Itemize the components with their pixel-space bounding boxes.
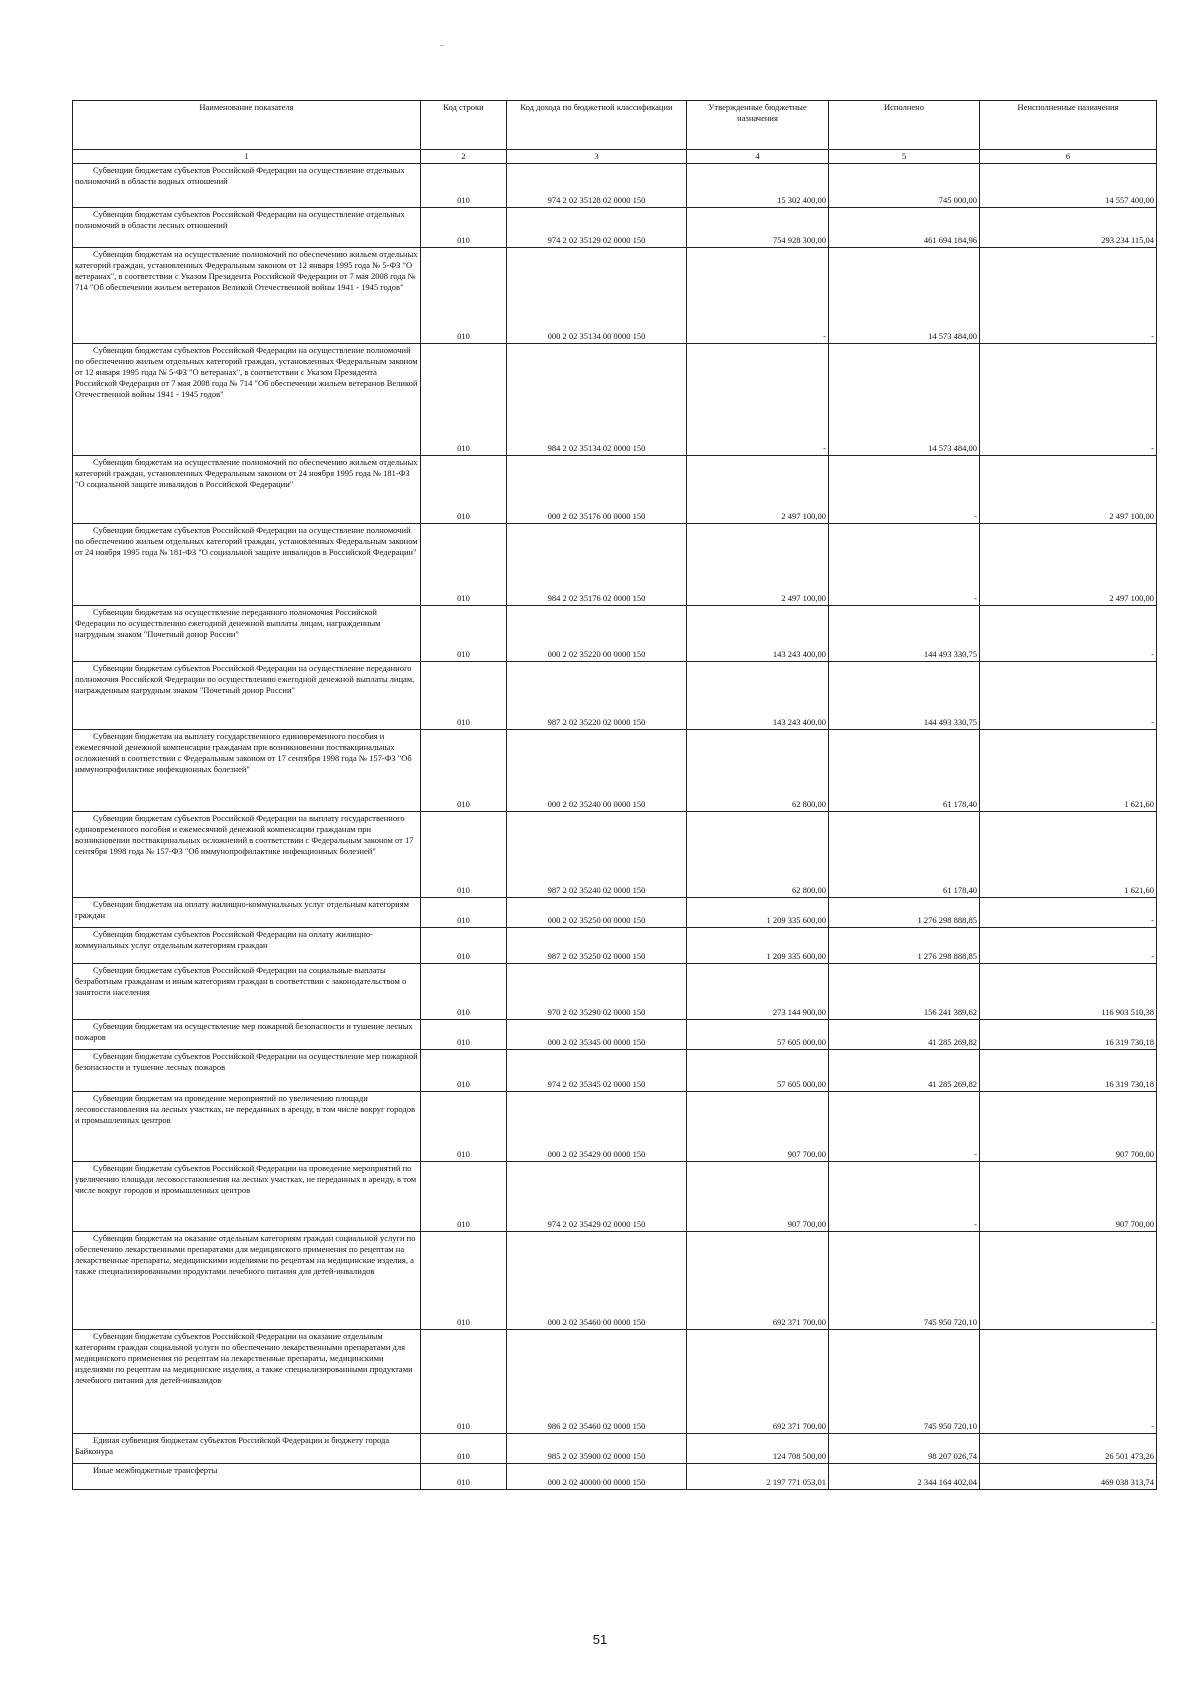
row-approved: 754 928 300,00 [687,208,829,248]
row-approved: 57 605 000,00 [687,1020,829,1050]
row-approved: - [687,248,829,344]
row-line-code: 010 [421,1020,507,1050]
row-income-code: 985 2 02 35900 02 0000 150 [507,1434,687,1464]
row-executed: - [829,524,980,606]
row-income-code: 000 2 02 35134 00 0000 150 [507,248,687,344]
row-unexecuted: 907 700,00 [980,1162,1157,1232]
row-approved: 143 243 400,00 [687,606,829,662]
row-income-code: 987 2 02 35250 02 0000 150 [507,928,687,964]
row-approved: 1 209 335 600,00 [687,928,829,964]
row-line-code: 010 [421,1464,507,1490]
row-income-code: 987 2 02 35240 02 0000 150 [507,812,687,898]
row-income-code: 987 2 02 35220 02 0000 150 [507,662,687,730]
row-unexecuted: - [980,662,1157,730]
row-executed: - [829,1162,980,1232]
row-line-code: 010 [421,812,507,898]
page-number: 51 [592,1632,608,1647]
row-line-code: 010 [421,730,507,812]
row-executed: 41 285 269,82 [829,1020,980,1050]
row-name: Субвенции бюджетам субъектов Российской Федерации на оплату жилищно-коммунальных услуг отдельным категориям граждан [73,928,421,964]
row-name: Субвенции бюджетам субъектов Российской Федерации на выплату государственного единовременного пособия и ежемесячной денежной компенсации гражданам при возникновении поствакцинальных осложнений в соответствии с Федеральным законом от 17 сентября 1998 года № 157-ФЗ "Об иммунопрофилактике инфекционных болезней" [73,812,421,898]
row-line-code: 010 [421,928,507,964]
header-row [73,101,1157,150]
row-executed: 745 000,00 [829,164,980,208]
row-line-code: 010 [421,344,507,456]
row-line-code: 010 [421,164,507,208]
row-executed: 61 178,40 [829,812,980,898]
row-line-code: 010 [421,1162,507,1232]
table-row [73,898,1157,928]
row-income-code: 000 2 02 35176 00 0000 150 [507,456,687,524]
row-income-code: 000 2 02 35460 00 0000 150 [507,1232,687,1330]
row-executed: 144 493 330,75 [829,662,980,730]
row-line-code: 010 [421,898,507,928]
row-approved: - [687,344,829,456]
row-line-code: 010 [421,456,507,524]
row-name: Субвенции бюджетам субъектов Российской Федерации на осуществление полномочий по обеспечению жильем отдельных категорий граждан, установленных Федеральным законом от 12 января 1995 года № 5-ФЗ "О ветеранах", в соответствии с Указом Президента Российской Федерации от 7 мая 2008 года № 714 "Об обеспечении жильем ветеранов Великой Отечественной войны 1941 - 1945 годов" [73,344,421,456]
row-name: Субвенции бюджетам субъектов Российской Федерации на осуществление отдельных полномочий в области водных отношений [73,164,421,208]
row-line-code: 010 [421,1434,507,1464]
table-row [73,344,1157,456]
col-number: 5 [829,150,980,164]
table-row [73,248,1157,344]
table-row [73,662,1157,730]
row-name: Субвенции бюджетам на оказание отдельным категориям граждан социальной услуги по обеспечению лекарственными препаратами для медицинского применения по рецептам на лекарственные препараты, медицинскими изделиями по рецептам на медицинские изделия, а также специализированными продуктами лечебного питания для детей-инвалидов [73,1232,421,1330]
row-approved: 2 497 100,00 [687,456,829,524]
row-unexecuted: - [980,1330,1157,1434]
row-name: Субвенции бюджетам субъектов Российской Федерации на социальные выплаты безработным гражданам и иным категориям граждан в соответствии с законодательством о занятости населения [73,964,421,1020]
table-row [73,1434,1157,1464]
row-unexecuted: - [980,928,1157,964]
row-line-code: 010 [421,606,507,662]
row-executed: 2 344 164 402,04 [829,1464,980,1490]
table-row [73,964,1157,1020]
row-income-code: 000 2 02 40000 00 0000 150 [507,1464,687,1490]
row-name: Субвенции бюджетам субъектов Российской Федерации на осуществление мер пожарной безопасности и тушение лесных пожаров [73,1050,421,1092]
row-name: Субвенции бюджетам на оплату жилищно-коммунальных услуг отдельным категориям граждан [73,898,421,928]
scan-mark: ˜ [440,44,444,55]
row-name: Субвенции бюджетам субъектов Российской Федерации на оказание отдельным категориям граждан социальной услуги по обеспечению лекарственными препаратами для медицинского применения по рецептам на лекарственные препараты, медицинскими изделиями по рецептам на медицинские изделия, а также специализированными продуктами лечебного питания для детей-инвалидов [73,1330,421,1434]
row-approved: 692 371 700,00 [687,1232,829,1330]
column-number-row [73,150,1157,164]
row-unexecuted: 1 621,60 [980,730,1157,812]
row-unexecuted: 1 621,60 [980,812,1157,898]
row-approved: 273 144 900,00 [687,964,829,1020]
row-executed: 1 276 298 888,85 [829,898,980,928]
row-line-code: 010 [421,524,507,606]
row-approved: 62 800,00 [687,730,829,812]
row-executed: 14 573 484,00 [829,344,980,456]
row-executed: 98 207 026,74 [829,1434,980,1464]
row-name: Субвенции бюджетам субъектов Российской Федерации на осуществление отдельных полномочий в области лесных отношений [73,208,421,248]
row-unexecuted: - [980,248,1157,344]
row-unexecuted: 469 038 313,74 [980,1464,1157,1490]
row-income-code: 984 2 02 35134 02 0000 150 [507,344,687,456]
row-income-code: 986 2 02 35460 02 0000 150 [507,1330,687,1434]
row-executed: 144 493 330,75 [829,606,980,662]
row-unexecuted: 116 903 510,38 [980,964,1157,1020]
table-row [73,1464,1157,1490]
row-unexecuted: - [980,898,1157,928]
row-executed: - [829,1092,980,1162]
row-approved: 907 700,00 [687,1162,829,1232]
row-name: Субвенции бюджетам субъектов Российской Федерации на осуществление полномочий по обеспечению жильем отдельных категорий граждан, установленных Федеральным законом от 24 ноября 1995 года № 181-ФЗ "О социальной защите инвалидов в Российской Федерации" [73,524,421,606]
row-income-code: 970 2 02 35290 02 0000 150 [507,964,687,1020]
header-executed: Исполнено [829,101,980,150]
row-approved: 143 243 400,00 [687,662,829,730]
row-unexecuted: - [980,344,1157,456]
row-name: Субвенции бюджетам на осуществление полномочий по обеспечению жильем отдельных категорий граждан, установленных Федеральным законом от 12 января 1995 года № 5-ФЗ "О ветеранах", в соответствии с Указом Президента Российской Федерации от 7 мая 2008 года № 714 "Об обеспечении жильем ветеранов Великой Отечественной войны 1941 - 1945 годов" [73,248,421,344]
col-number: 3 [507,150,687,164]
row-name: Субвенции бюджетам на осуществление переданного полномочия Российской Федерации по осуществлению ежегодной денежной выплаты лицам, награжденным нагрудным знаком "Почетный донор России" [73,606,421,662]
header-line-code: Код строки [421,101,507,150]
row-income-code: 000 2 02 35345 00 0000 150 [507,1020,687,1050]
row-unexecuted: 16 319 730,18 [980,1020,1157,1050]
col-number: 2 [421,150,507,164]
row-approved: 57 605 000,00 [687,1050,829,1092]
row-line-code: 010 [421,208,507,248]
table-row [73,1092,1157,1162]
row-line-code: 010 [421,964,507,1020]
row-line-code: 010 [421,1232,507,1330]
row-name: Субвенции бюджетам на осуществление полномочий по обеспечению жильем отдельных категорий граждан, установленных Федеральным законом от 24 ноября 1995 года № 181-ФЗ "О социальной защите инвалидов в Российской Федерации" [73,456,421,524]
budget-table [72,100,1157,1490]
row-income-code: 984 2 02 35176 02 0000 150 [507,524,687,606]
row-income-code: 974 2 02 35345 02 0000 150 [507,1050,687,1092]
table-row [73,456,1157,524]
row-name: Иные межбюджетные трансферты [73,1464,421,1490]
row-executed: 745 950 720,10 [829,1232,980,1330]
header-income-code: Код дохода по бюджетной классификации [507,101,687,150]
table-row [73,1232,1157,1330]
table-row [73,928,1157,964]
row-unexecuted: - [980,1232,1157,1330]
row-line-code: 010 [421,1092,507,1162]
row-income-code: 000 2 02 35220 00 0000 150 [507,606,687,662]
row-income-code: 000 2 02 35429 00 0000 150 [507,1092,687,1162]
row-unexecuted: 2 497 100,00 [980,524,1157,606]
row-executed: 1 276 298 888,85 [829,928,980,964]
row-name: Субвенции бюджетам на выплату государственного единовременного пособия и ежемесячной денежной компенсации гражданам при возникновении поствакцинальных осложнений в соответствии с Федеральным законом от 17 сентября 1998 года № 157-ФЗ "Об иммунопрофилактике инфекционных болезней" [73,730,421,812]
row-name: Субвенции бюджетам субъектов Российской Федерации на проведение мероприятий по увеличению площади лесовосстановления на лесных участках, не переданных в аренду, в том числе вокруг городов и промышленных центров [73,1162,421,1232]
row-executed: 14 573 484,00 [829,248,980,344]
header-name: Наименование показателя [73,101,421,150]
table-row [73,164,1157,208]
row-unexecuted: - [980,606,1157,662]
row-approved: 1 209 335 600,00 [687,898,829,928]
row-executed: 461 694 184,96 [829,208,980,248]
row-unexecuted: 26 501 473,26 [980,1434,1157,1464]
row-unexecuted: 907 700,00 [980,1092,1157,1162]
row-line-code: 010 [421,662,507,730]
row-executed: - [829,456,980,524]
row-line-code: 010 [421,1050,507,1092]
row-executed: 745 950 720,10 [829,1330,980,1434]
row-unexecuted: 14 557 400,00 [980,164,1157,208]
table-row [73,1050,1157,1092]
col-number: 1 [73,150,421,164]
row-line-code: 010 [421,1330,507,1434]
row-approved: 15 302 400,00 [687,164,829,208]
table-row [73,1162,1157,1232]
row-approved: 62 800,00 [687,812,829,898]
row-executed: 61 178,40 [829,730,980,812]
row-approved: 2 497 100,00 [687,524,829,606]
table-row [73,730,1157,812]
row-income-code: 974 2 02 35128 02 0000 150 [507,164,687,208]
table-row [73,208,1157,248]
row-income-code: 974 2 02 35429 02 0000 150 [507,1162,687,1232]
table-row [73,524,1157,606]
header-unexecuted: Неисполненные назначения [980,101,1157,150]
row-approved: 124 708 500,00 [687,1434,829,1464]
table-row [73,1020,1157,1050]
row-executed: 156 241 389,62 [829,964,980,1020]
col-number: 4 [687,150,829,164]
row-unexecuted: 293 234 115,04 [980,208,1157,248]
row-unexecuted: 2 497 100,00 [980,456,1157,524]
row-approved: 907 700,00 [687,1092,829,1162]
row-name: Субвенции бюджетам на проведение мероприятий по увеличению площади лесовосстановления на лесных участках, не переданных в аренду, в том числе вокруг городов и промышленных центров [73,1092,421,1162]
row-income-code: 974 2 02 35129 02 0000 150 [507,208,687,248]
header-approved: Утвержденные бюджетные назначения [687,101,829,150]
row-approved: 2 197 771 053,01 [687,1464,829,1490]
table-row [73,606,1157,662]
row-name: Единая субвенция бюджетам субъектов Российской Федерации и бюджету города Байконура [73,1434,421,1464]
table-row [73,1330,1157,1434]
table-row [73,812,1157,898]
row-line-code: 010 [421,248,507,344]
col-number: 6 [980,150,1157,164]
row-executed: 41 285 269,82 [829,1050,980,1092]
row-unexecuted: 16 319 730,18 [980,1050,1157,1092]
row-income-code: 000 2 02 35250 00 0000 150 [507,898,687,928]
row-income-code: 000 2 02 35240 00 0000 150 [507,730,687,812]
row-name: Субвенции бюджетам субъектов Российской Федерации на осуществление переданного полномочия Российской Федерации по осуществлению ежегодной денежной выплаты лицам, награжденным нагрудным знаком "Почетный донор России" [73,662,421,730]
row-approved: 692 371 700,00 [687,1330,829,1434]
row-name: Субвенции бюджетам на осуществление мер пожарной безопасности и тушение лесных пожаров [73,1020,421,1050]
